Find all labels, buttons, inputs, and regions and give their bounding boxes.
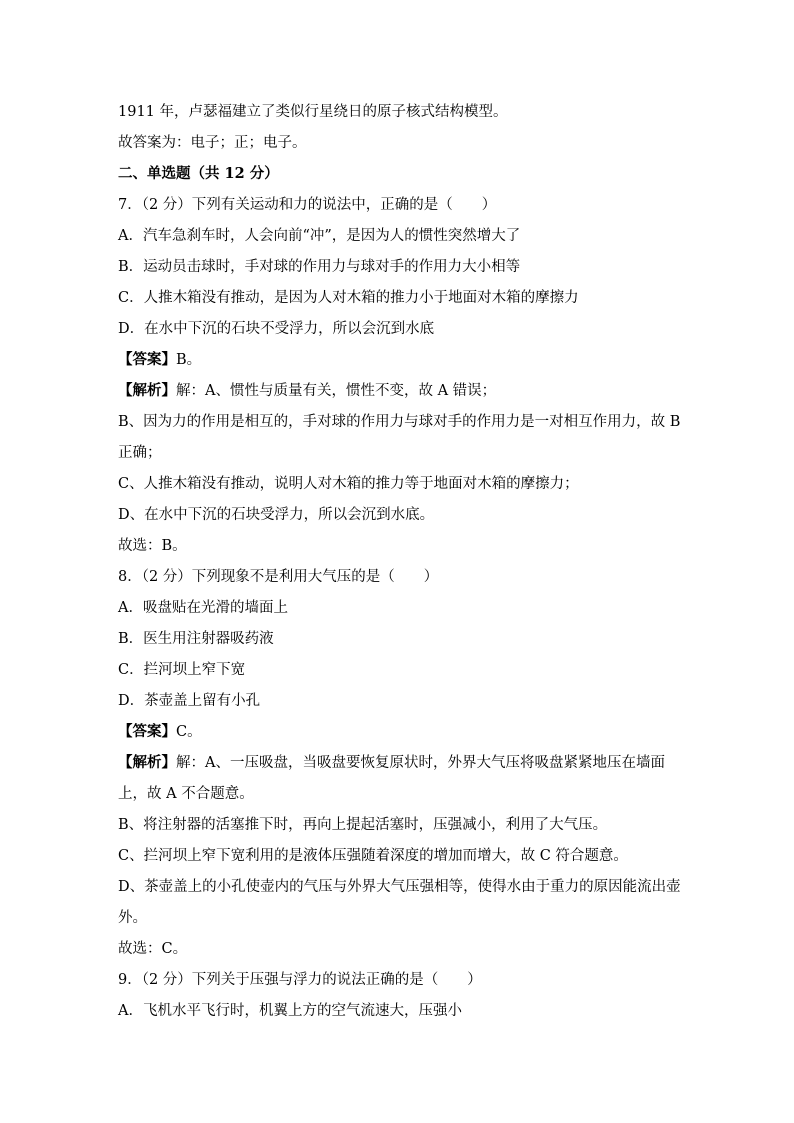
q8-answer-value: C。: [176, 724, 202, 740]
q8-option-d: D．茶壶盖上留有小孔: [118, 693, 261, 709]
q7-option-a: A．汽车急刹车时，人会向前“冲”，是因为人的惯性突然增大了: [118, 228, 521, 244]
q7-option-d: D．在水中下沉的石块不受浮力，所以会沉到水底: [118, 321, 435, 337]
q7-answer-label: 【答案】: [118, 351, 176, 368]
q7-stem: 7．（2 分）下列有关运动和力的说法中，正确的是（ ）: [118, 197, 497, 213]
q8-analysis-line: B、将注射器的活塞推下时，再向上提起活塞时，压强减小，利用了大气压。: [118, 817, 608, 833]
q7-analysis-first: 解：A、惯性与质量有关，惯性不变，故 A 错误；: [176, 383, 497, 399]
q8-analysis-first: 解：A、一压吸盘，当吸盘要恢复原状时，外界大气压将吸盘紧紧地压在墙面: [176, 755, 665, 771]
q7-option-c: C．人推木箱没有推动，是因为人对木箱的推力小于地面对木箱的摩擦力: [118, 290, 579, 306]
q7-analysis-line: C、人推木箱没有推动，说明人对木箱的推力等于地面对木箱的摩擦力；: [118, 476, 579, 492]
q7-analysis-line: 正确；: [118, 445, 162, 461]
q8-answer: [118, 722, 202, 742]
q8-answer-label: 【答案】: [118, 723, 176, 740]
q8-option-a: A．吸盘贴在光滑的墙面上: [118, 600, 288, 616]
q7-answer-value: B。: [176, 352, 202, 368]
section-heading: 二、单选题（共 12 分）: [118, 165, 279, 182]
q9-option-a: A．飞机水平飞行时，机翼上方的空气流速大，压强小: [118, 1003, 462, 1019]
q8-analysis: [118, 753, 665, 773]
q7-conclusion: 故选：B。: [118, 538, 187, 554]
q7-analysis-line: D、在水中下沉的石块受浮力，所以会沉到水底。: [118, 507, 435, 523]
q7-answer: [118, 350, 201, 370]
q8-analysis-line: 上，故 A 不合题意。: [118, 786, 254, 802]
q8-option-c: C．拦河坝上窄下宽: [118, 662, 246, 678]
q8-option-b: B．医生用注射器吸药液: [118, 631, 274, 647]
q8-analysis-label: 【解析】: [118, 754, 176, 771]
q8-analysis-line: D、茶壶盖上的小孔使壶内的气压与外界大气压强相等，使得水由于重力的原因能流出壶: [118, 879, 681, 895]
q8-stem: 8．（2 分）下列现象不是利用大气压的是（ ）: [118, 569, 439, 585]
q7-analysis: [118, 381, 496, 401]
q8-analysis-line: C、拦河坝上窄下宽利用的是液体压强随着深度的增加而增大，故 C 符合题意。: [118, 848, 628, 864]
intro-answer-line: 故答案为：电子；正；电子。: [118, 135, 307, 151]
q7-analysis-label: 【解析】: [118, 382, 176, 399]
q9-stem: 9．（2 分）下列关于压强与浮力的说法正确的是（ ）: [118, 972, 482, 988]
q7-option-b: B．运动员击球时，手对球的作用力与球对手的作用力大小相等: [118, 259, 521, 275]
q8-conclusion: 故选：C。: [118, 941, 188, 957]
q7-analysis-line: B、因为力的作用是相互的，手对球的作用力与球对手的作用力是一对相互作用力，故 B: [118, 414, 681, 430]
q8-analysis-line: 外。: [118, 910, 147, 926]
intro-line-1: 1911 年，卢瑟福建立了类似行星绕日的原子核式结构模型。: [118, 104, 508, 120]
